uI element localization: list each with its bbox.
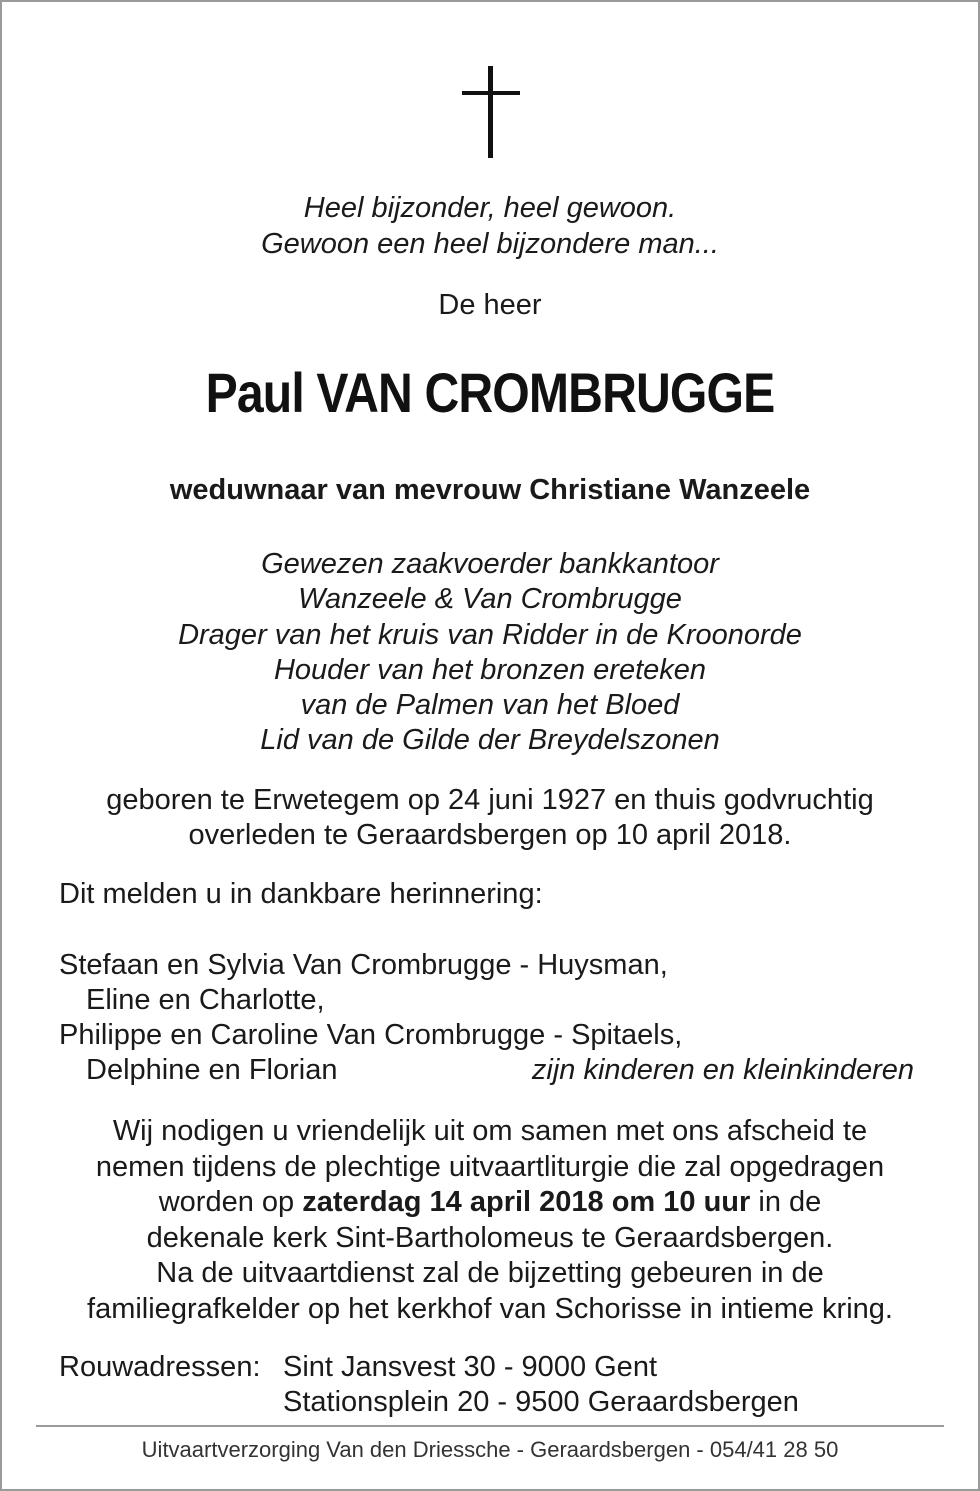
- honor-line: Houder van het bronzen ereteken: [273, 654, 707, 686]
- family-line: Stefaan en Sylvia Van Crombrugge - Huysman,: [59, 949, 668, 981]
- birth-line: geboren te Erwetegem op 24 juni 1927 en thuis godvruchtig: [106, 784, 874, 816]
- motto-line-1: Heel bijzonder, heel gewoon.: [303, 192, 677, 224]
- funeral-home-footer: Uitvaartverzorging Van den Driessche - Geraardsbergen - 054/41 28 50: [141, 1437, 839, 1462]
- salutation: De heer: [438, 289, 542, 321]
- invitation-line: Na de uitvaartdienst zal de bijzetting gebeuren in de: [156, 1257, 824, 1289]
- invitation-line: dekenale kerk Sint-Bartholomeus te Geraardsbergen.: [146, 1221, 834, 1254]
- honor-line: van de Palmen van het Bloed: [300, 689, 680, 721]
- invitation-line: familiegrafkelder op het kerkhof van Schorisse in intieme kring.: [87, 1292, 893, 1325]
- honor-line: Drager van het kruis van Ridder in de Kroonorde: [178, 619, 802, 651]
- family-relation: zijn kinderen en kleinkinderen: [531, 1054, 914, 1086]
- invitation-line: Wij nodigen u vriendelijk uit om samen met ons afscheid te: [112, 1115, 868, 1147]
- address-line: Stationsplein 20 - 9500 Geraardsbergen: [283, 1386, 799, 1418]
- honor-line: Wanzeele & Van Crombrugge: [298, 583, 682, 615]
- motto-line-2: Gewoon een heel bijzondere man...: [261, 228, 719, 260]
- honor-line: Lid van de Gilde der Breydelszonen: [260, 724, 720, 756]
- family-line: Philippe en Caroline Van Crombrugge - Spitaels,: [59, 1019, 683, 1051]
- invitation: [0, 1114, 980, 1327]
- cross-icon: [462, 66, 520, 158]
- family-line: Delphine en Florian: [86, 1054, 338, 1086]
- invitation-line: nemen tijdens de plechtige uitvaartliturgie die zal opgedragen: [95, 1150, 885, 1183]
- addresses-label: Rouwadressen:: [59, 1351, 261, 1383]
- footer-divider: [36, 1425, 944, 1427]
- family-line: Eline en Charlotte,: [86, 984, 325, 1016]
- invitation-text: in de: [750, 1186, 822, 1218]
- invitation-text: worden op: [158, 1186, 303, 1218]
- death-line: overleden te Geraardsbergen op 10 april 2018.: [188, 819, 792, 851]
- announcement: Dit melden u in dankbare herinnering:: [59, 878, 543, 910]
- deceased-name: Paul VAN CROMBRUGGE: [205, 361, 775, 424]
- address-line: Sint Jansvest 30 - 9000 Gent: [283, 1351, 657, 1383]
- funeral-date: zaterdag 14 april 2018 om 10 uur: [302, 1186, 751, 1218]
- invitation-line: [0, 1185, 980, 1221]
- honor-line: Gewezen zaakvoerder bankkantoor: [261, 548, 719, 580]
- widower-line: weduwnaar van mevrouw Christiane Wanzeele: [169, 474, 811, 506]
